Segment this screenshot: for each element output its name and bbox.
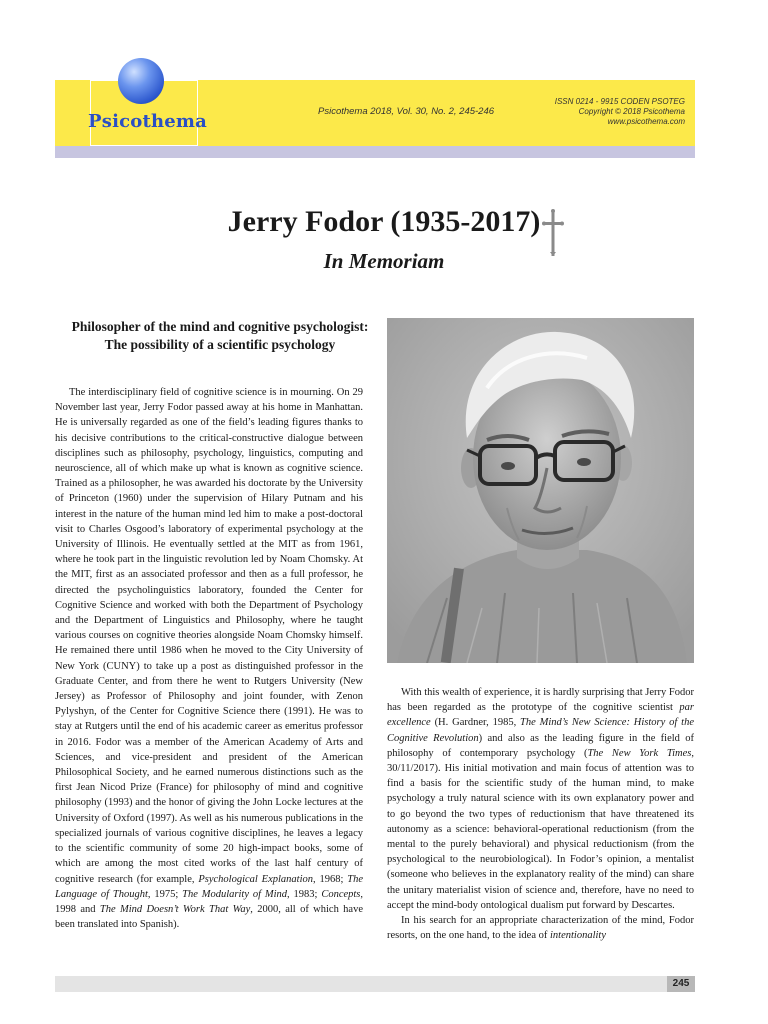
section-heading: Philosopher of the mind and cognitive psychologist: The possibility of a scientific psychology [71, 319, 369, 352]
page-number: 245 [667, 976, 695, 992]
article-title: Jerry Fodor (1935-2017) [227, 205, 541, 238]
website-link[interactable]: www.psicothema.com [607, 117, 685, 126]
issn: ISSN 0214 - 9915 CODEN PSOTEG [554, 97, 685, 106]
right-column-text [387, 685, 694, 943]
article-subtitle: In Memoriam [323, 249, 445, 273]
logo-ball-icon [118, 58, 164, 104]
journal-citation: Psicothema 2018, Vol. 30, No. 2, 245-246 [318, 106, 495, 117]
journal-logo: Psicothema [88, 111, 208, 132]
left-column-paragraph: The interdisciplinary field of cognitive science is in mourning. On 29 November last year, Jerry Fodor passed away at his home in Manhattan. He is universally regarded as one of the field’s leading figures thanks to his decisive contributions to the critical-constructive dialogue between disciplines such as philosophy, psychology, linguistics, computing and neuroscience, all of which make up what is known as cognitive science. Trained as a philosopher, he was awarded his doctorate by the University of Princeton (1960) under the supervision of Hilary Putnam and his interest in the nature of the human mind led him to make a post-doctoral visit to Charles Osgood’s laboratory of experimental psychology at the University of Illinois. He eventually settled at the MIT as from 1961, where he took part in the linguistic revolution led by Noam Chomsky. At the MIT, first as an associated professor and then as a full professor, he directed the psycholinguistics laboratory, founded the Center for Cognitive Science and worked with both the Department of Psychology and the Department of Linguistics and Philosophy, where he taught various courses on cognitive theories alongside Noam Chomsky himself. He remained there until 1986 when he moved to the City University of New York (CUNY) to take up a post as distinguished professor in the Graduate Center, and from there he went to Rutgers University (New Jersey) as Professor of Philosophy and joint founder, with Zenon Pylyshyn, of the Center for Cognitive Science there (1991). He was to stay at Rutgers until the end of his academic career as emeritus professor in 2016. Fodor was a member of the American Academy of Arts and Sciences, and vice-president and president of the American Philosophical Society, and he earned numerous distinctions such as the first Jean Nicod Prize (France) for philosophy of mind and cognitive philosophy (1993) and the honor of giving the John Locke lectures at the University of Oxford (1997). As well as his numerous publications in the specialized journals of various cognitive disciplines, he leaves a legacy to the scientific community of some 20 high-impact books, some of which are among the most cited works of the last half century of cognitive research (for example, Psychological Explanation, 1968; The Language of Thought, 1975; The Modularity of Mind, 1983; Concepts, 1998 and The Mind Doesn’t Work That Way, 2000, all of which have been translated into Spanish). [55, 387, 364, 931]
footer-bar [55, 976, 695, 992]
portrait-illustration [387, 318, 694, 663]
portrait-photo [387, 318, 694, 663]
right-column-paragraph-1: With this wealth of experience, it is hardly surprising that Jerry Fodor has been regarded as the prototype of the cognitive scientist par excellence (H. Gardner, 1985, The Mind’s New Science: History of the Cognitive Revolution) and also as the leading figure in the field of philosophy of contemporary psychology (The New York Times, 30/11/2017). His initial motivation and main focus of attention was to find a basis for the scientific study of the human mind, to make psychology a truly natural science with its own explanatory power and to go beyond the two types of reductionism that have threatened its autonomy as a science: behavioral-operational reductionism (from the mental to the purely behavioral) and physical reductionism (from the psychological to the neurobiological). In Fodor’s opinion, a mentalist (someone who believes in the explanatory reality of the mind) can share the unitary materialist vision of science and, therefore, have no need to accept the mind-body ontological dualism put forward by Descartes. [387, 687, 695, 911]
right-column-paragraph-2: In his search for an appropriate characterization of the mind, Fodor resorts, on the one hand, to the idea of intentionality [387, 915, 694, 942]
copyright: Copyright © 2018 Psicothema [578, 107, 685, 116]
journal-meta [555, 97, 685, 127]
journal-header-strip [55, 146, 695, 158]
